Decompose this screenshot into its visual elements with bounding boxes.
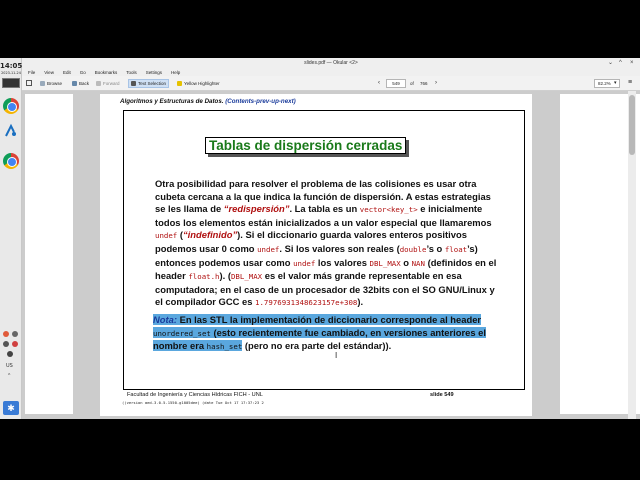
- title-bar: [22, 58, 640, 68]
- zoom-select[interactable]: 82.2%: [594, 79, 620, 88]
- maximize-icon[interactable]: ^: [619, 60, 622, 66]
- menu-bookmarks[interactable]: Bookmarks: [94, 69, 118, 75]
- contents-nav-link[interactable]: (Contents-prev-up-next): [225, 98, 296, 105]
- page-version-string: ((version aed-3.0-5-1550-g1005dee) (date Tue Oct 17 17:37:23 2: [122, 400, 264, 405]
- tray-audio-icon[interactable]: [3, 341, 9, 347]
- toolbar: [22, 76, 640, 91]
- clock-date: 2023-11-24: [1, 71, 21, 75]
- screen-bottom-border: [0, 419, 640, 480]
- slide-title: Tablas de dispersión cerradas: [205, 137, 406, 154]
- tray-network-icon[interactable]: [12, 331, 18, 337]
- kde-launcher-icon[interactable]: ✱: [3, 401, 19, 415]
- slide-frame: [123, 110, 525, 390]
- page-number-input[interactable]: 549: [386, 79, 406, 88]
- browse-button[interactable]: Browse: [40, 79, 62, 88]
- vertical-scrollbar[interactable]: [628, 91, 636, 419]
- text-cursor-icon: [131, 81, 136, 86]
- back-arrow-icon: [72, 81, 77, 86]
- menu-tools[interactable]: Tools: [126, 69, 137, 75]
- menu-bar: [22, 68, 640, 76]
- tray-battery-icon[interactable]: [7, 351, 13, 357]
- tray-update-icon[interactable]: [12, 341, 18, 347]
- forward-button[interactable]: Forward: [96, 79, 120, 88]
- previous-page-preview: [25, 94, 73, 414]
- highlighter-icon: [177, 81, 182, 86]
- clock-time: 14:05: [0, 62, 23, 70]
- menu-file[interactable]: File: [28, 69, 36, 75]
- page-header: [120, 98, 296, 105]
- slide-note-selected[interactable]: Nota: En las STL la implementación de diccionario corresponde al header unordered_set (esto recientemente fue cambiado, en versiones anteriores el nombre era hash_set (pero no era parte del estándar)).: [153, 314, 486, 352]
- page-total: 766: [420, 81, 428, 86]
- tray-status-icon[interactable]: [3, 331, 9, 337]
- previous-page-icon[interactable]: ‹: [378, 80, 380, 86]
- text-selection-button[interactable]: Text Selection: [128, 79, 169, 88]
- zoom-dropdown-icon[interactable]: ▾: [614, 80, 617, 86]
- screen-thumbnail-icon[interactable]: [2, 78, 20, 88]
- keyboard-layout[interactable]: US: [6, 363, 13, 369]
- minimize-icon[interactable]: ⌄: [608, 60, 614, 66]
- page-footer-institution: Facultad de Ingeniería y Ciencias Hídricas FICH - UNL: [127, 392, 263, 398]
- pdf-page[interactable]: [100, 94, 532, 416]
- course-title: Algoritmos y Estructuras de Datos.: [120, 98, 224, 105]
- page-of-label: of: [410, 81, 414, 86]
- menu-help[interactable]: Help: [171, 69, 181, 75]
- hand-icon: [40, 81, 45, 86]
- tray-expand-icon[interactable]: ^: [8, 373, 11, 379]
- back-button[interactable]: Back: [72, 79, 89, 88]
- slide-body: Otra posibilidad para resolver el problema de las colisiones es usar otra cubeta cercana a la que indica la función de dispersión. A estas estrategias se les llama de “redispersión”. La tabla es un vector<key_t> e inicialmente todos los elementos están inicializados a un valor especial que llamaremos undef (“indefinido”). Si el diccionario guarda valores enteros positivos podemos usar 0 como undef. Si los valores son reales (double’s o float’s) entonces podemos usar como undef los valores DBL_MAX o NAN (definidos en el header float.h). (DBL_MAX es el valor más grande representable en esa computadora; en el caso de un procesador de 32bits con el SO GNU/Linux y el compilador GCC es 1.7976931348623157e+308).: [155, 178, 497, 308]
- text-cursor-icon: I: [335, 351, 338, 360]
- menu-go[interactable]: Go: [79, 69, 86, 75]
- next-page-icon[interactable]: ›: [435, 80, 437, 86]
- screen-top-border: [0, 0, 640, 58]
- chrome-icon[interactable]: [3, 98, 19, 114]
- page-footer-slide-number: slide 549: [430, 392, 454, 398]
- menu-view[interactable]: View: [44, 69, 54, 75]
- chrome-icon[interactable]: [3, 153, 19, 169]
- dock: [0, 58, 22, 419]
- close-icon[interactable]: ×: [630, 60, 634, 66]
- menu-settings[interactable]: Settings: [145, 69, 163, 75]
- menu-edit[interactable]: Edit: [62, 69, 71, 75]
- okular-window: [22, 58, 640, 419]
- forward-arrow-icon: [96, 81, 101, 86]
- scrollbar-thumb[interactable]: [629, 95, 635, 155]
- okular-icon[interactable]: [3, 123, 19, 139]
- yellow-highlighter-button[interactable]: Yellow Highlighter: [177, 79, 220, 88]
- hamburger-menu-icon[interactable]: ≡: [628, 79, 633, 86]
- sidebar-toggle-icon[interactable]: [26, 80, 32, 86]
- document-viewer[interactable]: [22, 91, 640, 419]
- window-title: slides.pdf — Okular <2>: [304, 60, 358, 66]
